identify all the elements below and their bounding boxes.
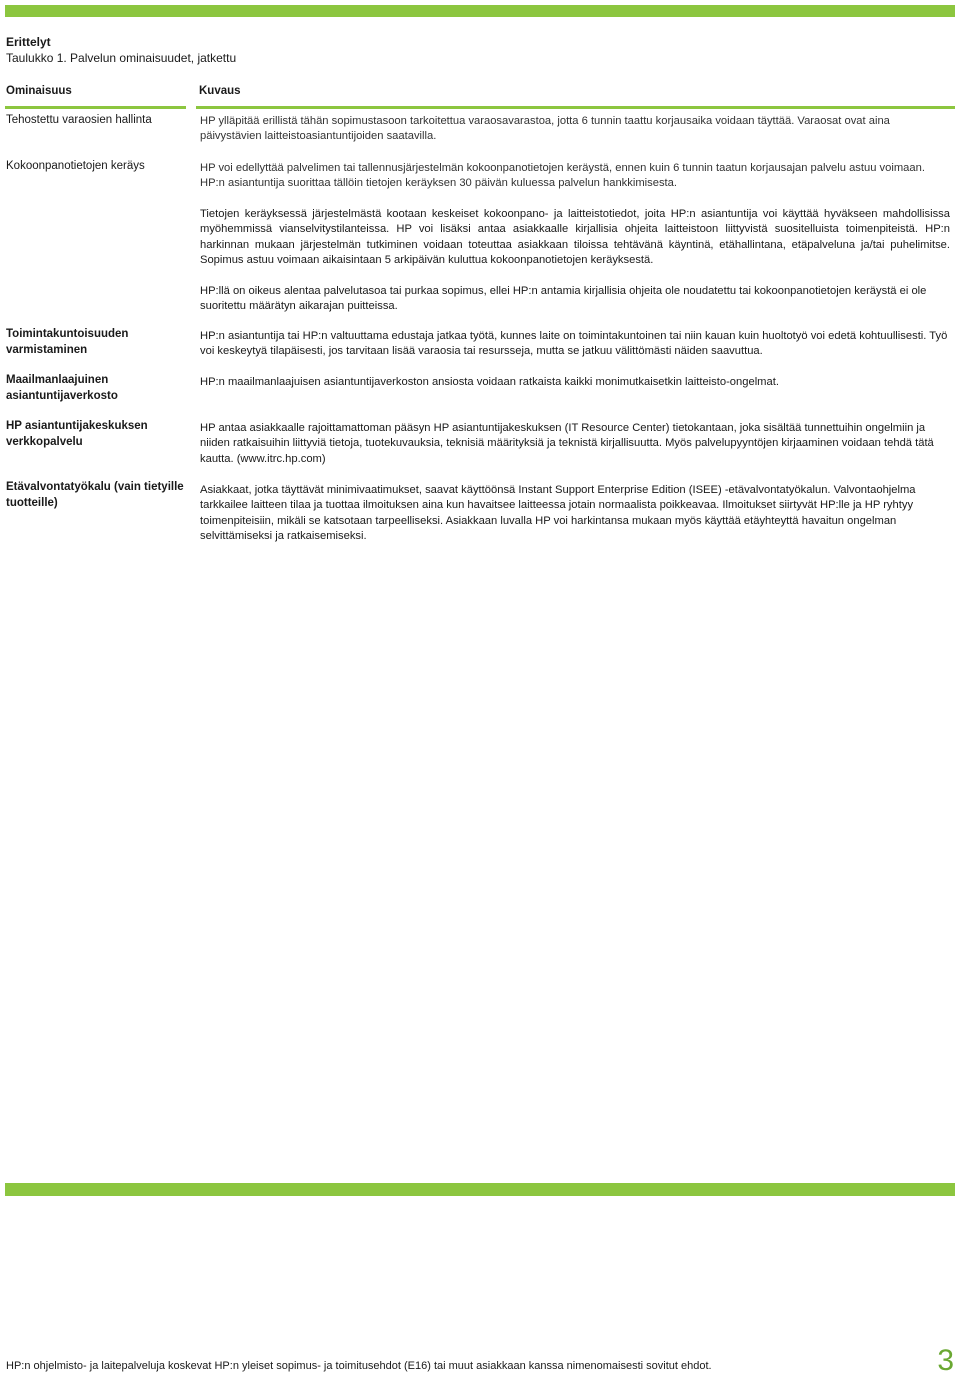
feature-desc-parts-management: HP ylläpitää erillistä tähän sopimustasoon tarkoitettua varaosavarastoa, jotta 6 tunnin taattu korjausaika voidaan täyttää. Varaosat ovat aina päivystävien laitteistoasiantuntijoiden saatavilla. [200,115,890,143]
section-title: Erittelyt [6,35,51,49]
feature-label-parts-management: Tehostettu varaosien hallinta [6,114,152,126]
feature-desc-operational-assurance: HP:n asiantuntija tai HP:n valtuuttama edustaja jatkaa työtä, kunnes laite on toimintakuntoinen tai niin kauan kuin huoltotyö voi edetä kohtuullisesti. Työ voi keskeytyä tilapäisesti, jos tarvitaan lisää varaosia tai resursseja, mutta se jatkuu välittömästi näiden saavuttua. [200,330,948,358]
feature-desc-itrc-online: HP antaa asiakkaalle rajoittamattoman pääsyn HP asiantuntijakeskuksen (IT Resource Center) tietokantaan, joka sisältää tunnettuihin ongelmiin ja niiden ratkaisuihin liittyviä tietoja, tuotekuvauksia, teknisiä määrityksiä ja teknistä kirjallisuutta. Myös palvelupyyntöjen kirjaaminen voidaan tehdä tätä kautta. (www.itrc.hp.com) [200,422,934,465]
feature-label-config-collection: Kokoonpanotietojen keräys [6,160,145,172]
table-caption: Taulukko 1. Palvelun ominaisuudet, jatkettu [6,51,237,65]
feature-desc-global-network: HP:n maailmanlaajuisen asiantuntijaverkoston ansiosta voidaan ratkaista kaikki monimutkaisetkin laitteisto-ongelmat. [200,376,779,388]
bottom-accent-bar [5,1183,955,1196]
feature-label-operational-assurance: Toimintakuntoisuuden varmistaminen [6,328,129,356]
top-accent-bar [5,5,955,17]
column-header-description: Kuvaus [199,85,241,97]
page-number: 3 [937,1344,954,1377]
feature-desc-config-collection-3: HP:llä on oikeus alentaa palvelutasoa tai purkaa sopimus, ellei HP:n antamia kirjallisia ohjeita ole noudatettu tai kokoonpanotietojen keräystä ei ole suoritettu määrätyn aikarajan puitteissa. [200,285,927,313]
column-rule-feature [5,106,186,109]
page-heading [6,34,236,66]
feature-desc-config-collection-2: Tietojen keräyksessä järjestelmästä kootaan keskeiset kokoonpano- ja laitteistotiedot, joita HP:n asiantuntija voi käyttää hyväkseen mahdollisissa myöhemmissä vianselvitystilanteissa. HP voi lisäksi antaa asiakkaalle kirjallisia ohjeita laitteistoon liittyvistä suositelluista toimenpiteistä. HP:n harkinnan mukaan järjestelmän tutkiminen voidaan toteuttaa asiakkaan tiloissa tehtävänä käyntinä, etähallintana, etäpalveluna ja/tai puhelimitse. Sopimus astuu voimaan aikaisintaan 5 arkipäivän kuluttua kokoonpanotietojen keräyksestä. [200,208,950,267]
column-header-feature: Ominaisuus [6,85,72,97]
feature-label-global-network: Maailmanlaajuinen asiantuntijaverkosto [6,374,118,402]
footer-terms: HP:n ohjelmisto- ja laitepalveluja koskevat HP:n yleiset sopimus- ja toimitusehdot (E16) tai muut asiakkaan kanssa nimenomaisesti sovitut ehdot. [6,1360,712,1372]
feature-desc-config-collection: HP voi edellyttää palvelimen tai tallennusjärjestelmän kokoonpanotietojen keräystä, ennen kuin 6 tunnin taatun korjausajan palvelu astuu voimaan. HP:n asiantuntija suorittaa tällöin tietojen keräyksen 30 päivän kuluessa palvelun hankkimisesta. [200,162,925,190]
column-rule-description [196,106,955,109]
feature-label-itrc-online: HP asiantuntijakeskuksen verkkopalvelu [6,420,148,448]
feature-label-remote-monitoring: Etävalvontatyökalu (vain tietyille tuotteille) [6,481,184,509]
feature-desc-remote-monitoring: Asiakkaat, jotka täyttävät minimivaatimukset, saavat käyttöönsä Instant Support Enterprise Edition (ISEE) -etävalvontatyökalun. Valvontaohjelma tarkkailee laitteen tilaa ja tuottaa ilmoituksen aina kun havaitsee laitteessa jotain normaalista poikkeavaa. Ilmoitukset siirtyvät HP:lle ja HP ryhtyy toimenpiteisiin, mikäli se katsotaan tarpeelliseksi. Asiakkaan luvalla HP voi harkintansa mukaan myös käyttää etäyhteyttä havaitun ongelman selvittämiseksi ja ratkaisemiseksi. [200,484,916,543]
